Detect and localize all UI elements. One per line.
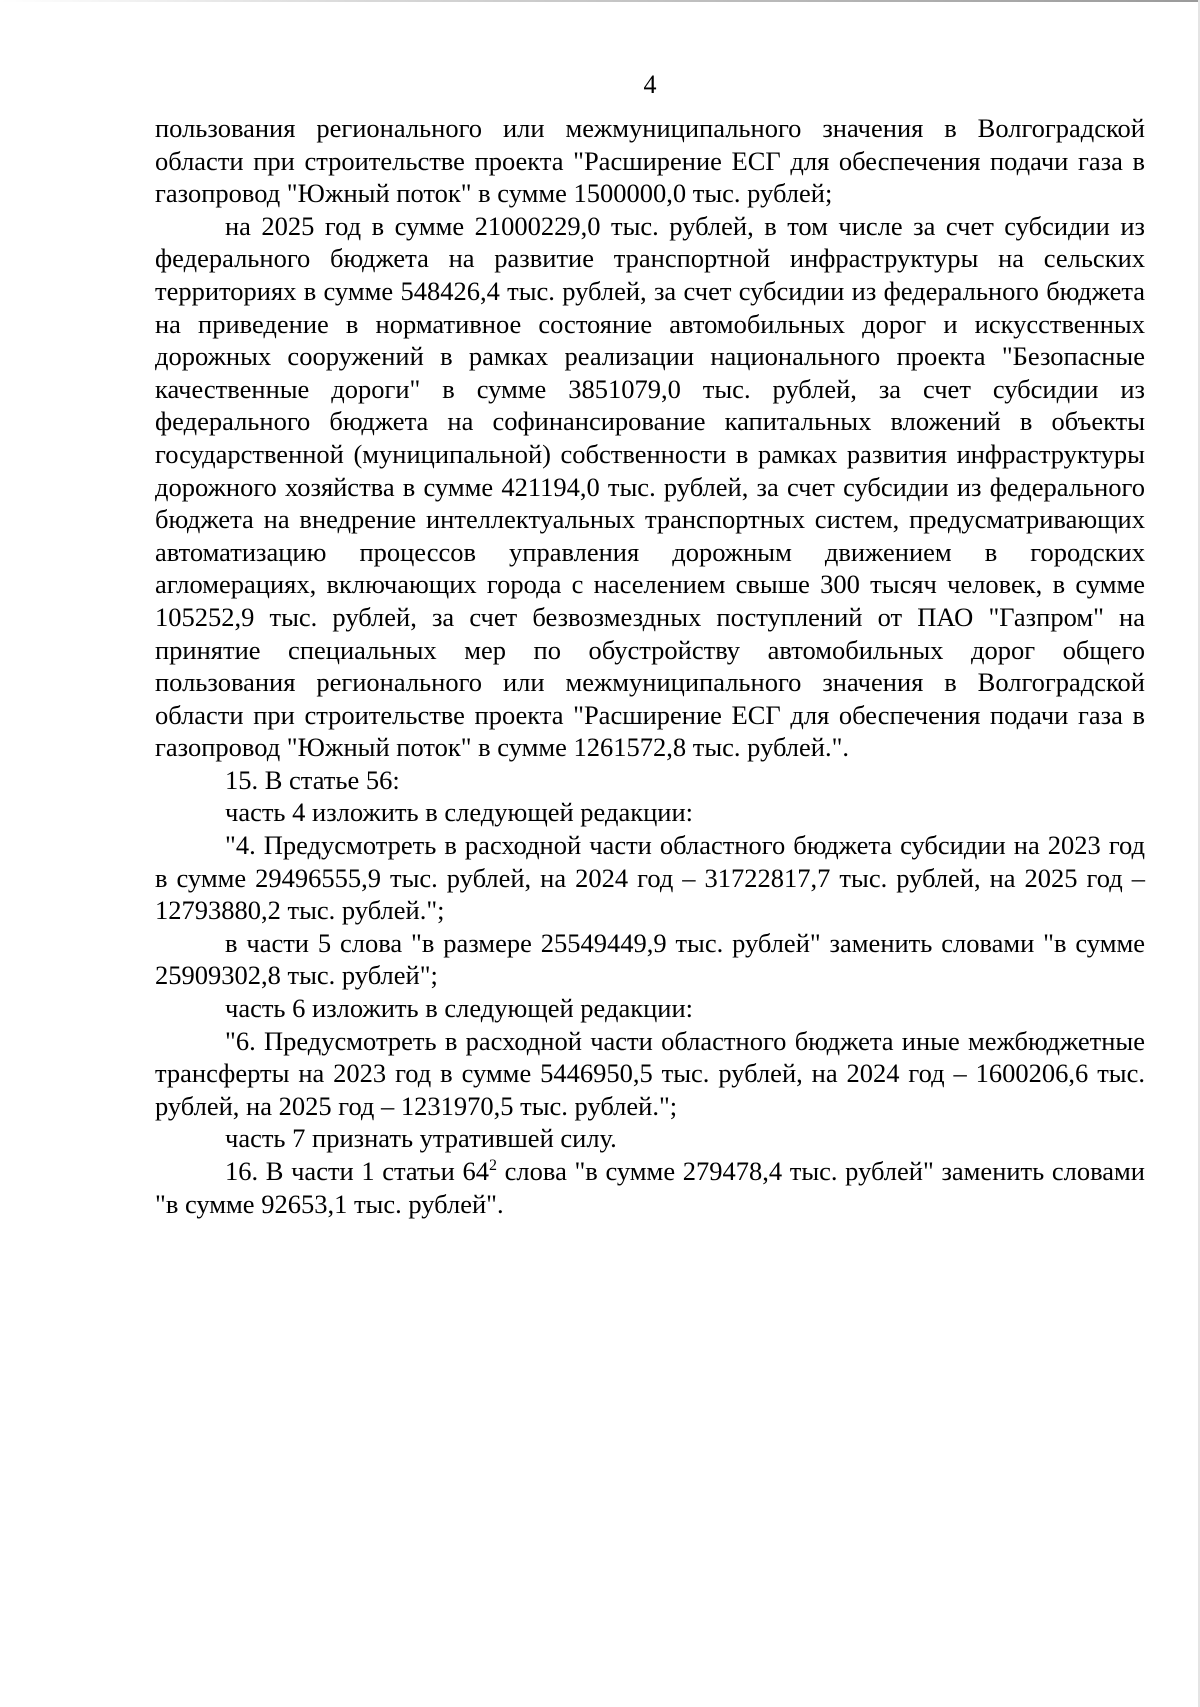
- paragraph: часть 6 изложить в следующей редакции:: [225, 993, 693, 1024]
- paragraph: часть 7 признать утратившей силу.: [225, 1123, 617, 1154]
- paragraph: "4. Предусмотреть в расходной части областного бюджета субсидии на 2023 год в сумме 29496555,9 тыс. рублей, на 2024 год – 31722817,7 тыс. рублей, на 2025 год – 12793880,2 тыс. рублей.";: [155, 830, 1145, 926]
- paragraph: "6. Предусмотреть в расходной части областного бюджета иные межбюджетные трансферты на 2023 год в сумме 5446950,5 тыс. рублей, на 2024 год – 1600206,6 тыс. рублей, на 2025 год – 1231970,5 тыс. рублей.";: [155, 1025, 1145, 1121]
- document-body: [155, 112, 1145, 1220]
- item16-text-before: 16. В части 1 статьи 64: [225, 1156, 490, 1186]
- paragraph: в части 5 слова "в размере 25549449,9 тыс. рублей" заменить словами "в сумме 25909302,8 тыс. рублей";: [155, 927, 1145, 991]
- paragraph: на 2025 год в сумме 21000229,0 тыс. рублей, в том числе за счет субсидии из федерального бюджета на развитие транспортной инфраструктуры на сельских территориях в сумме 548426,4 тыс. рублей, за счет субсидии из федерального бюджета на приведение в нормативное состояние автомобильных дорог и искусственных дорожных сооружений в рамках реализации национального проекта "Безопасные качественные дороги" в сумме 3851079,0 тыс. рублей, за счет субсидии из федерального бюджета на софинансирование капитальных вложений в объекты государственной (муниципальной) собственности в рамках развития инфраструктуры дорожного хозяйства в сумме 421194,0 тыс. рублей, за счет субсидии из федерального бюджета на внедрение интеллектуальных транспортных систем, предусматривающих автоматизацию процессов управления дорожным движением в городских агломерациях, включающих города с населением свыше 300 тысяч человек, в сумме 105252,9 тыс. рублей, за счет безвозмездных поступлений от ПАО "Газпром" на принятие специальных мер по обустройству автомобильных дорог общего пользования регионального или межмуниципального значения в Волгоградской области при строительстве проекта "Расширение ЕСГ для обеспечения подачи газа в газопровод "Южный поток" в сумме 1261572,8 тыс. рублей.".: [155, 210, 1145, 763]
- paragraph: пользования регионального или межмуниципального значения в Волгоградской области при строительстве проекта "Расширение ЕСГ для обеспечения подачи газа в газопровод "Южный поток" в сумме 1500000,0 тыс. рублей;: [155, 113, 1145, 209]
- paragraph: часть 4 изложить в следующей редакции:: [225, 797, 693, 828]
- paragraph: 15. В статье 56:: [225, 764, 400, 795]
- paragraph-item-16: [155, 1155, 1145, 1220]
- item16-superscript: 2: [489, 1157, 498, 1174]
- item16-text-after: слова "в сумме 279478,4 тыс. рублей" заменить словами "в сумме 92653,1 тыс. рублей".: [155, 1156, 1145, 1219]
- scan-top-edge: [0, 0, 1200, 2]
- page-number: 4: [643, 70, 657, 99]
